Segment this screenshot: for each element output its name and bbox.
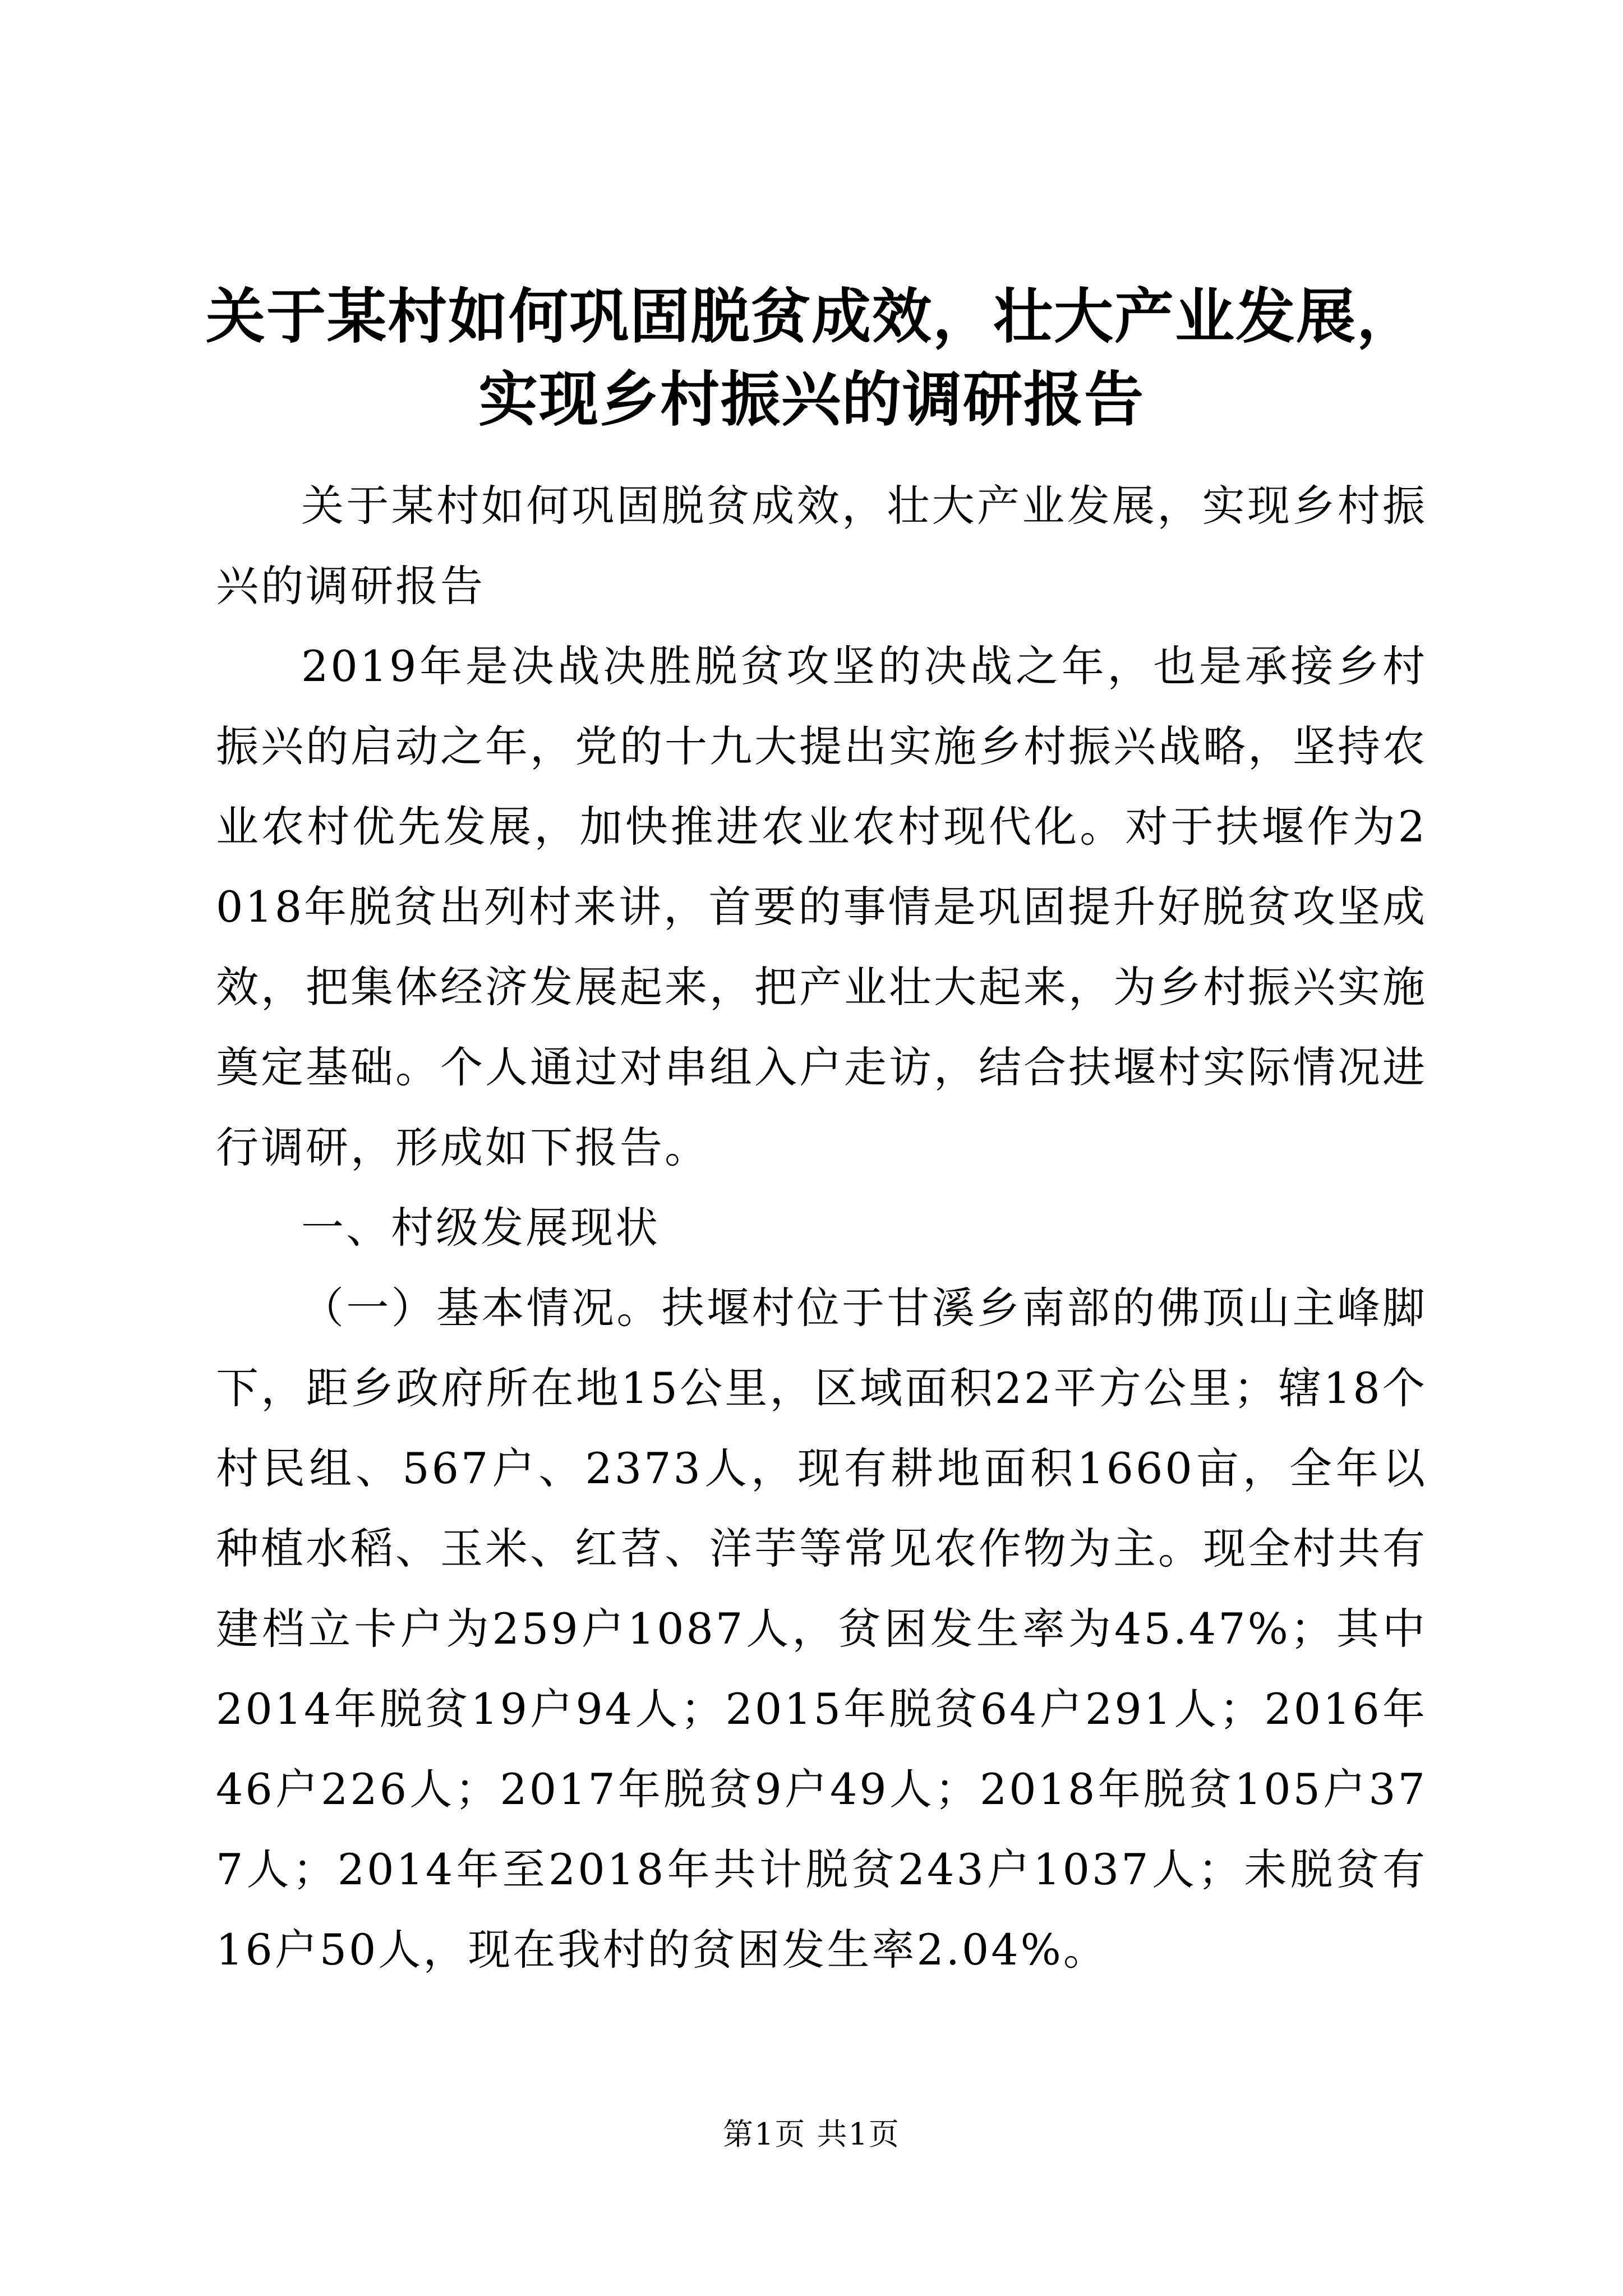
document-body: [216, 466, 1427, 1990]
title-line-2: 实现乡村振兴的调研报告: [478, 364, 1145, 434]
document-title: [168, 275, 1455, 441]
section-heading: 一、村级发展现状: [301, 1203, 660, 1253]
paragraph-subtitle: 关于某村如何巩固脱贫成效，壮大产业发展，实现乡村振兴的调研报告: [216, 481, 1427, 611]
title-line-1: 关于某村如何巩固脱贫成效，壮大产业发展，: [206, 281, 1417, 351]
paragraph-intro: 2019年是决战决胜脱贫攻坚的决战之年，也是承接乡村振兴的启动之年，党的十九大提出实施乡村振兴战略，坚持农业农村优先发展，加快推进农业农村现代化。对于扶堰作为2018年脱贫出列村来讲，首要的事情是巩固提升好脱贫攻坚成效，把集体经济发展起来，把产业壮大起来，为乡村振兴实施奠定基础。个人通过对串组入户走访，结合扶堰村实际情况进行调研，形成如下报告。: [216, 641, 1427, 1172]
paragraph-basic-info: （一）基本情况。扶堰村位于甘溪乡南部的佛顶山主峰脚下，距乡政府所在地15公里，区域面积22平方公里；辖18个村民组、567户、2373人，现有耕地面积1660亩，全年以种植水稻、玉米、红苕、洋芋等常见农作物为主。现全村共有建档立卡户为259户1087人，贫困发生率为45.47%；其中2014年脱贫19户94人；2015年脱贫64户291人；2016年46户226人；2017年脱贫9户49人；2018年脱贫105户377人；2014年至2018年共计脱贫243户1037人；未脱贫有16户50人，现在我村的贫困发生率2.04%。: [216, 1283, 1427, 1975]
page-footer: 第1页 共1页: [723, 2116, 900, 2152]
